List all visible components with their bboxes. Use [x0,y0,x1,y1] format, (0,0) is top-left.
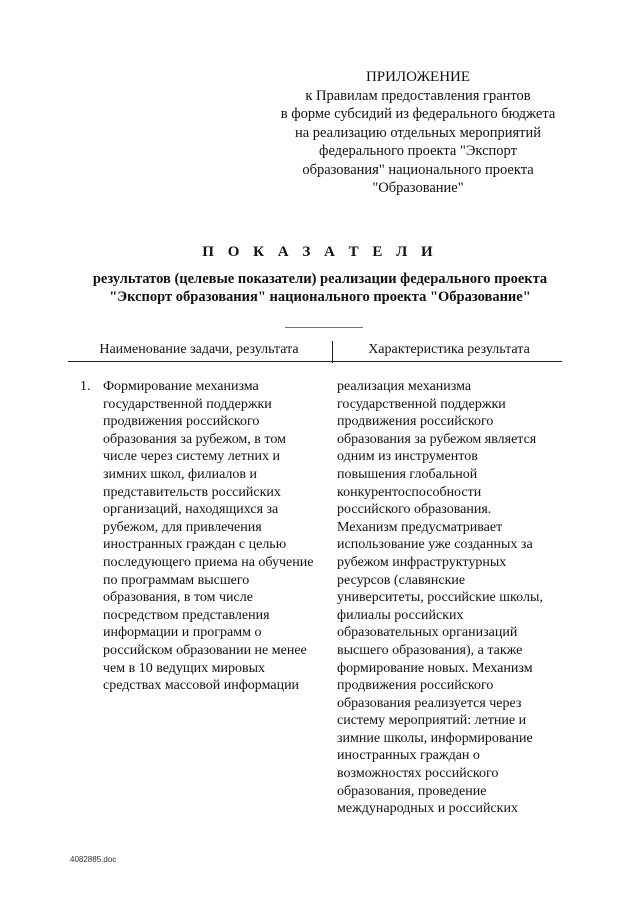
appendix-line: образования" национального проекта [302,161,534,178]
appendix-line: на реализацию отдельных мероприятий [294,124,542,141]
text-line: продвижения российского [337,678,494,694]
text-line: рубежом, для привлечения [103,519,262,535]
appendix-line: федерального проекта "Экспорт [319,143,517,159]
subtitle-line: "Экспорт образования" национального проекта "Образование" [109,289,531,305]
text-line: университеты, российские школы, [337,590,543,606]
text-line: организаций, находящихся за [103,502,279,518]
text-line: возможностях российского [337,766,499,782]
text-line: рубежом инфраструктурных [337,554,507,570]
text-line: представительств российских [103,484,281,500]
text-line: систему мероприятий: летние и [337,713,527,729]
text-line: образования, проведение [337,783,487,799]
appendix-line: к Правилам предоставления грантов [305,87,531,104]
appendix-heading: ПРИЛОЖЕНИЕ [365,69,471,85]
text-line: повышения глобальной [337,466,478,482]
text-line: реализация механизма [337,379,472,394]
text-line: образования за рубежом является [337,431,537,447]
column-header-task: Наименование задачи, результата [99,342,299,357]
subtitle-line: результатов (целевые показатели) реализации федерального проекта [92,271,548,287]
table-header [68,341,562,362]
text-line: государственной поддержки [103,396,272,412]
column-divider [332,341,333,363]
text-line: конкурентоспособности [337,484,482,500]
text-line: филиалы российских [337,607,464,623]
file-name-footer: 4082885.doc [70,855,117,864]
text-line: образовательных организаций [337,625,518,641]
appendix-line: "Образование" [372,180,464,196]
text-line: одним из инструментов [337,449,478,465]
table-top-rule [285,327,363,328]
document-subtitle [60,270,580,306]
text-line: образования, в том числе [103,590,253,606]
appendix-block [268,68,568,198]
task-description [103,378,328,695]
column-header-result: Характеристика результата [368,342,530,357]
text-line: продвижения российского [337,414,494,430]
document-title: П О К А З А Т Е Л И [202,244,438,260]
text-line: Механизм предусматривает [337,519,503,535]
text-line: зимних школ, филиалов и [103,466,258,482]
text-line: иностранных граждан с целью [103,537,287,553]
text-line: российском образовании не менее [103,642,307,658]
text-line: ресурсов (славянские [337,572,466,588]
text-line: чем в 10 ведущих мировых [103,660,266,676]
text-line: российского образования. [337,502,492,518]
text-line: посредством представления [103,607,270,623]
appendix-line: в форме субсидий из федерального бюджета [280,106,556,122]
text-line: продвижения российского [103,414,260,430]
text-line: формирование новых. Механизм [337,660,533,676]
row-number: 1. [80,379,91,394]
text-line: средствах массовой информации [103,678,300,694]
result-description [337,378,565,818]
text-line: использование уже созданных за [337,537,533,553]
text-line: высшего образования), а также [337,642,523,658]
text-line: Формирование механизма [103,379,259,394]
text-line: зимние школы, информирование [337,730,533,746]
text-line: иностранных граждан о [337,748,480,764]
text-line: международных и российских [337,801,518,817]
text-line: государственной поддержки [337,396,506,412]
text-line: по программам высшего [103,572,250,588]
text-line: образования реализуется через [337,695,522,711]
text-line: числе через систему летних и [103,449,281,465]
text-line: последующего приема на обучение [103,554,314,570]
text-line: образования за рубежом, в том [103,431,286,447]
text-line: информации и программ о [103,625,262,641]
